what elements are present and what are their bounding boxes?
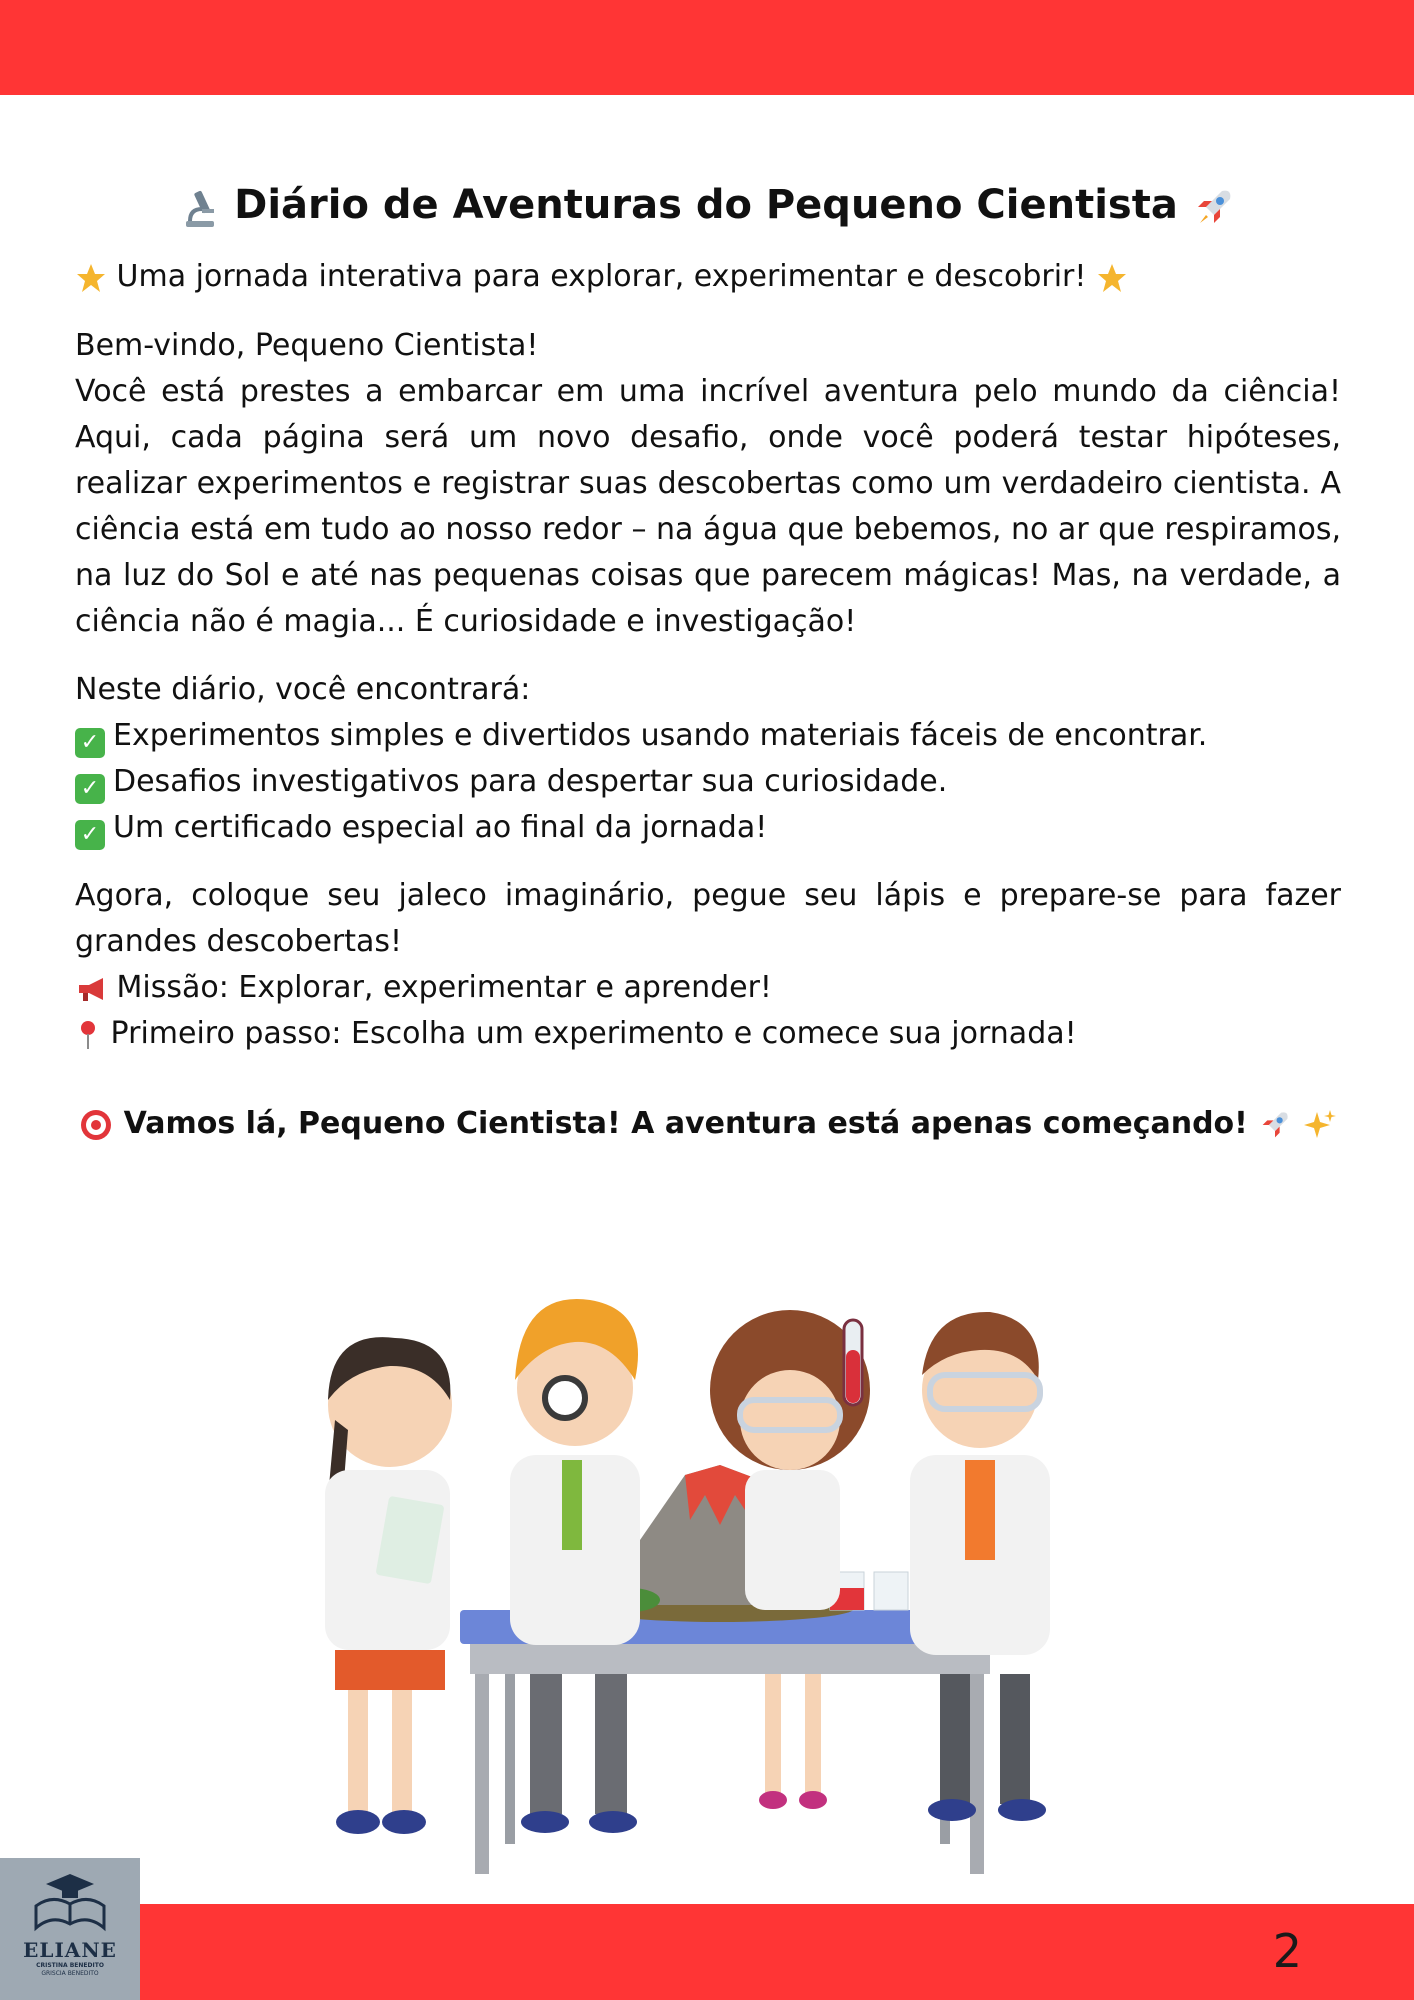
microscope-icon	[180, 185, 220, 229]
bottom-banner	[0, 1904, 1414, 2000]
rocket-icon	[1192, 185, 1236, 229]
book-graduation-cap-icon	[0, 1858, 140, 1938]
star-icon	[1096, 262, 1128, 294]
features-heading: Neste diário, você encontrará:	[75, 672, 531, 707]
target-icon	[79, 1108, 113, 1142]
page-content	[75, 175, 1341, 1147]
call-section	[75, 873, 1341, 1057]
mission-line: Missão: Explorar, experimentar e aprender!	[75, 965, 1341, 1011]
intro-text: Você está prestes a embarcar em uma incrível aventura pelo mundo da ciência! Aqui, cada página será um novo desafio, onde você poderá testar hipóteses, realizar experimentos e registrar suas descobertas como um verdadeiro cientista. A ciência está em tudo ao nosso redor – na água que bebemos, no ar que respiramos, na luz do Sol e até nas pequenas coisas que parecem mágicas! Mas, na verdade, a ciência não é magia... É curiosidade e investigação!	[75, 374, 1341, 639]
page-subtitle: Uma jornada interativa para explorar, experimentar e descobrir!	[75, 257, 1341, 297]
author-logo	[0, 1858, 140, 2000]
logo-line: GRISCIA BENEDITO	[41, 1970, 99, 1977]
logo-name: ELIANE	[23, 1938, 117, 1962]
star-icon	[75, 262, 107, 294]
scientist-kids-illustration	[290, 1270, 1120, 1880]
page-number: 2	[1272, 1924, 1302, 1978]
rocket-icon	[1258, 1108, 1292, 1142]
first-step-line: Primeiro passo: Escolha um experimento e comece sua jornada!	[75, 1011, 1341, 1057]
intro-section	[75, 323, 1341, 645]
top-banner	[0, 0, 1414, 95]
list-item: ✓ Um certificado especial ao final da jornada!	[75, 805, 1341, 851]
logo-line: CRISTINA BENEDITO	[36, 1962, 104, 1969]
check-icon: ✓	[75, 820, 105, 850]
megaphone-icon	[75, 974, 107, 1004]
check-icon: ✓	[75, 774, 105, 804]
list-item: ✓ Desafios investigativos para despertar sua curiosidade.	[75, 759, 1341, 805]
sparkles-icon	[1303, 1108, 1337, 1142]
check-icon: ✓	[75, 728, 105, 758]
page-title: Diário de Aventuras do Pequeno Cientista	[75, 175, 1341, 235]
pushpin-icon	[75, 1019, 101, 1051]
features-section	[75, 667, 1341, 851]
call-text: Agora, coloque seu jaleco imaginário, pegue seu lápis e prepare-se para fazer grandes descobertas!	[75, 878, 1341, 959]
greeting: Bem-vindo, Pequeno Cientista!	[75, 328, 539, 363]
closing-message: Vamos lá, Pequeno Cientista! A aventura está apenas começando!	[75, 1101, 1341, 1147]
list-item: ✓ Experimentos simples e divertidos usando materiais fáceis de encontrar.	[75, 713, 1341, 759]
